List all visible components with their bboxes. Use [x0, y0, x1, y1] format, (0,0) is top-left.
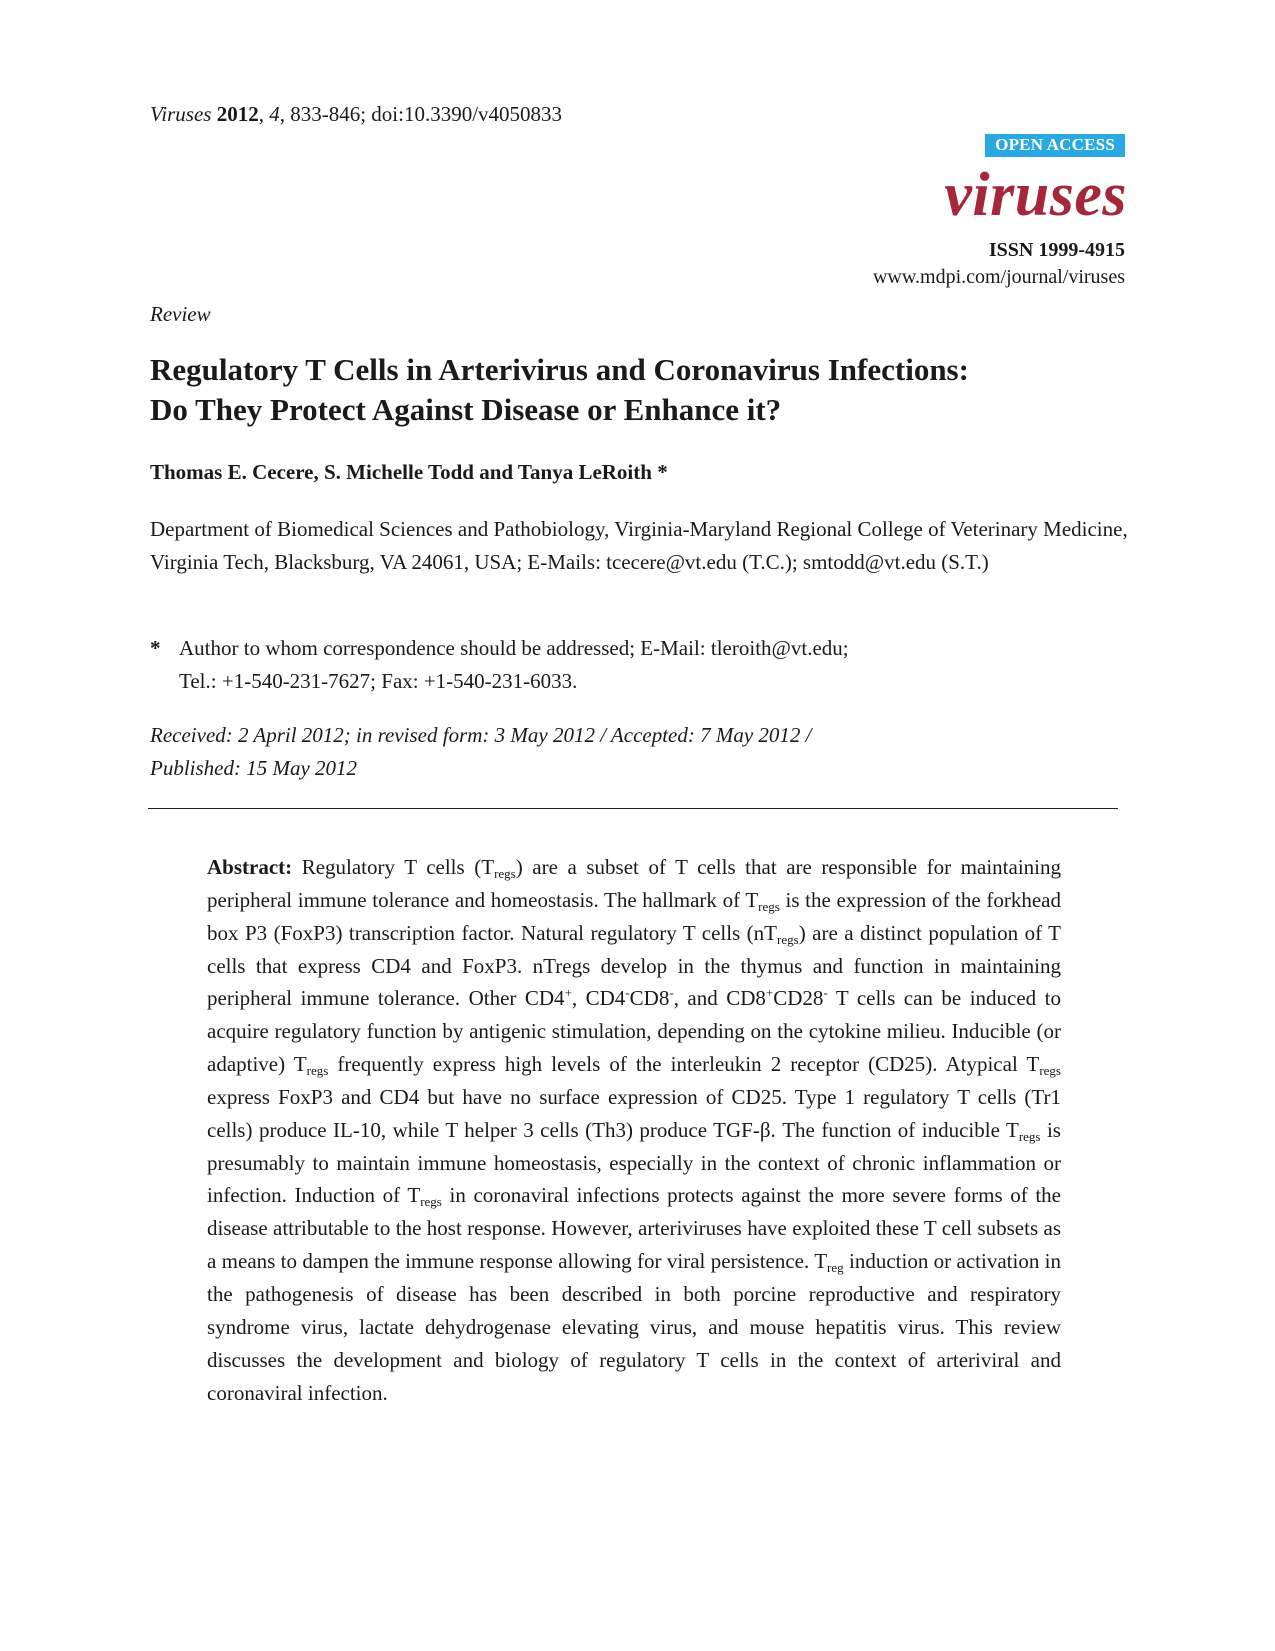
superscript: - [669, 985, 674, 1001]
correspondence-star: * [150, 636, 161, 660]
subscript: regs [306, 1063, 329, 1079]
subscript: regs [1039, 1063, 1061, 1079]
journal-url[interactable]: www.mdpi.com/journal/viruses [872, 266, 1125, 288]
abstract-text: CD8 [629, 986, 670, 1011]
issn: ISSN 1999-4915 [988, 239, 1125, 261]
abstract-text: , and CD8 [673, 986, 766, 1011]
journal-name: Viruses [150, 102, 212, 126]
subscript: regs [777, 931, 799, 947]
title-line-2: Do They Protect Against Disease or Enhance it? [150, 392, 782, 427]
abstract-text: frequently express high levels of the interleukin 2 receptor (CD25). Atypical T [328, 1052, 1040, 1077]
abstract-text: in coronaviral infections protects against the more severe forms of the disease attributable to the host response. However, arteriviruses have exploited these T cell subsets as a means to dampen the immune response allowing for viral persistence. T [207, 1183, 1062, 1274]
citation-volume: 4 [269, 102, 280, 126]
correspondence-line-1: Author to whom correspondence should be addressed; E-Mail: tleroith@vt.edu; [179, 636, 849, 660]
title-line-1: Regulatory T Cells in Arterivirus and Coronavirus Infections: [150, 352, 969, 387]
citation-year: 2012 [216, 102, 259, 126]
superscript: + [765, 985, 774, 1001]
abstract-text: induction or activation in the pathogenesis of disease has been described in both porcine reproductive and respiratory syndrome virus, lactate dehydrogenase elevating virus, and mouse hepatitis virus. This review discusses the development and biology of regulatory T cells in the context of arteriviral and coronaviral infection. [207, 1249, 1062, 1405]
abstract-text: express FoxP3 and CD4 but have no surface expression of CD25. Type 1 regulatory T cells (Tr1 cells) produce IL-10, while T helper 3 cells (Th3) produce TGF-β. The function of inducible T [207, 1084, 1061, 1142]
subscript: regs [1018, 1128, 1041, 1144]
subscript: regs [420, 1194, 442, 1210]
abstract-text: is presumably to maintain immune homeostasis, especially in the context of chronic inflammation or infection. Induction of T [207, 1117, 1061, 1208]
dates-line-1: Received: 2 April 2012; in revised form: 3 May 2012 / Accepted: 7 May 2012 / [150, 723, 812, 747]
correspondence-line-2: Tel.: +1-540-231-7627; Fax: +1-540-231-6033. [179, 669, 578, 693]
citation-line: Viruses 2012, 4, 833-846; doi:10.3390/v4050833 [150, 102, 563, 126]
header-divider [148, 808, 1118, 809]
abstract-text: CD28 [773, 986, 824, 1011]
affiliation: Department of Biomedical Sciences and Pathobiology, Virginia-Maryland Regional College of Veterinary Medicine, Virginia Tech, Blacksburg, VA 24061, USA; E-Mails: tcecere@vt.edu (T.C.); smtodd@vt.edu (S.T.) [150, 517, 1128, 574]
abstract [207, 851, 1061, 1409]
superscript: - [625, 985, 630, 1001]
abstract-label: Abstract: [207, 855, 293, 879]
correspondence [150, 632, 1130, 698]
abstract-text: is the expression of the forkhead box P3 (FoxP3) transcription factor. Natural regulatory T cells (nT [207, 887, 1061, 945]
abstract-text: Regulatory T cells (T [292, 855, 495, 879]
open-access-badge: OPEN ACCESS [985, 134, 1125, 157]
article-type: Review [150, 302, 211, 326]
author-list: Thomas E. Cecere, S. Michelle Todd and Tanya LeRoith * [150, 460, 668, 484]
article-title [150, 350, 1140, 430]
journal-logo: viruses [944, 161, 1127, 229]
subscript: regs [758, 898, 780, 914]
subscript: regs [494, 866, 516, 881]
superscript: + [564, 985, 572, 1001]
publication-dates [150, 719, 1130, 785]
abstract-text: , CD4 [571, 986, 626, 1011]
dates-line-2: Published: 15 May 2012 [150, 756, 358, 780]
abstract-text: ) are a subset of T cells that are responsible for maintaining peripheral immune tolerance and homeostasis. The hallmark of T [207, 855, 1061, 912]
superscript: - [823, 985, 828, 1001]
citation-pages-doi: , 833-846; doi:10.3390/v4050833 [279, 102, 563, 126]
subscript: reg [827, 1260, 844, 1276]
abstract-text: T cells can be induced to acquire regulatory function by antigenic stimulation, depending on the cytokine milieu. Inducible (or adaptive) T [207, 986, 1061, 1077]
abstract-text: ) are a distinct population of T cells that express CD4 and FoxP3. nTregs develop in the thymus and function in maintaining peripheral immune tolerance. Other CD4 [207, 920, 1062, 1011]
